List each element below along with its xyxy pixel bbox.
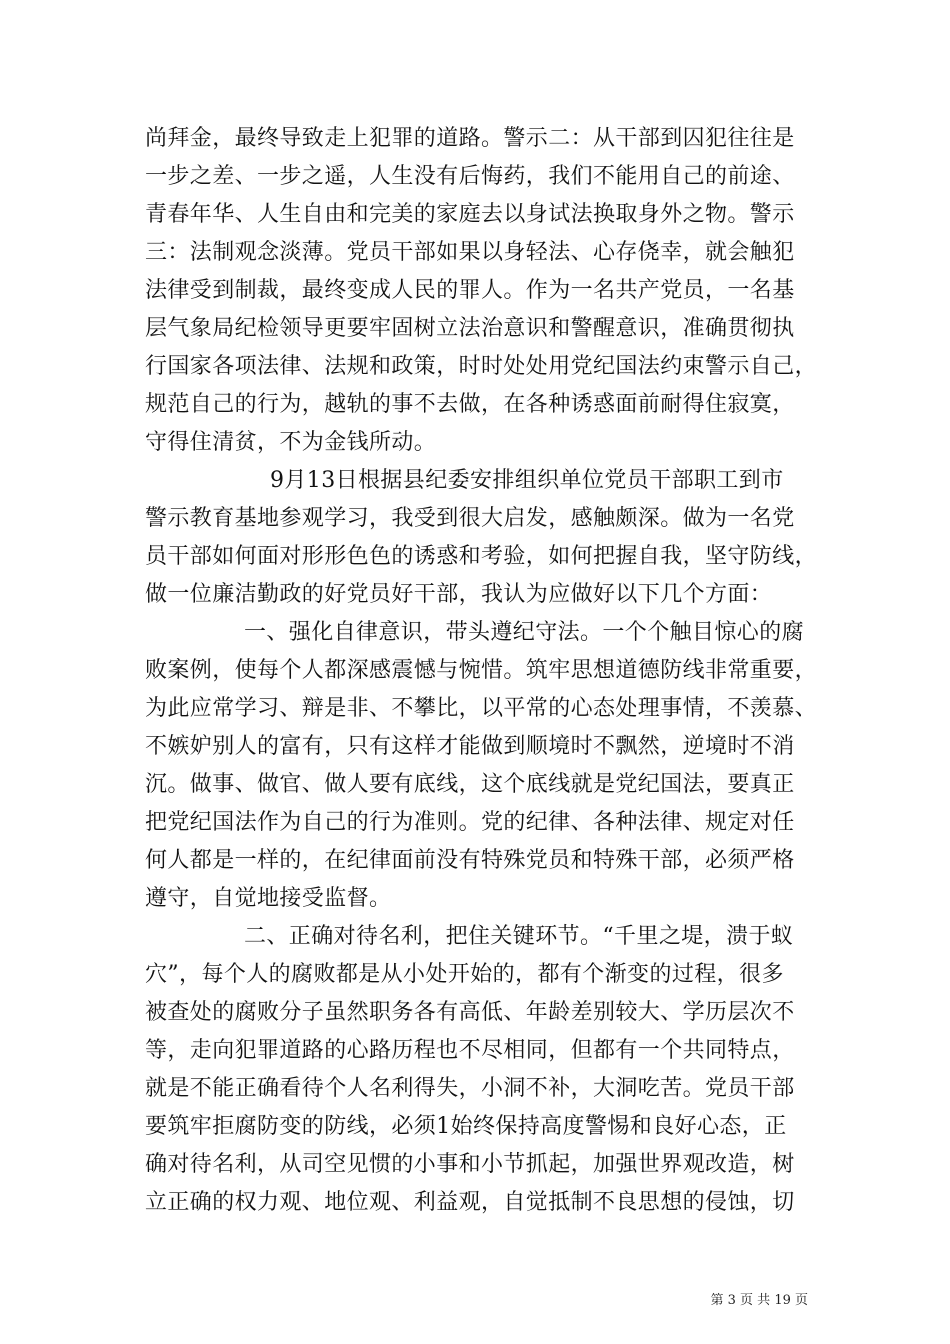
text-line: 为此应常学习、辩是非、不攀比，以平常的心态处理事情，不羡慕、: [145, 696, 818, 721]
text-line: 规范自己的行为，越轨的事不去做，在各种诱惑面前耐得住寂寞，: [145, 392, 795, 417]
paragraph-first-line: 一、强化自律意识，带头遵纪守法。一个个触目惊心的腐: [244, 620, 805, 645]
text-line: 穴”，每个人的腐败都是从小处开始的，都有个渐变的过程，很多: [145, 962, 784, 987]
text-line: 青春年华、人生自由和完美的家庭去以身试法换取身外之物。警示: [145, 202, 795, 227]
paragraph-first-line: 9月13日根据县纪委安排组织单位党员干部职工到市: [270, 468, 784, 493]
text-line: 行国家各项法律、法规和政策，时时处处用党纪国法约束警示自己，: [145, 354, 818, 379]
text-line: 层气象局纪检领导更要牢固树立法治意识和警醒意识，准确贯彻执: [145, 316, 795, 341]
text-line: 不嫉妒别人的富有，只有这样才能做到顺境时不飘然，逆境时不消: [145, 734, 795, 759]
text-line: 何人都是一样的，在纪律面前没有特殊党员和特殊干部，必须严格: [145, 848, 795, 873]
paragraph-first-line: 二、正确对待名利，把住关键环节。“千里之堤，溃于蚁: [244, 924, 794, 949]
text-line: 做一位廉洁勤政的好党员好干部，我认为应做好以下几个方面：: [145, 582, 773, 607]
text-line: 败案例，使每个人都深感震憾与惋惜。筑牢思想道德防线非常重要，: [145, 658, 818, 683]
page-number-footer: 第 3 页 共 19 页: [710, 1293, 808, 1308]
text-line: 把党纪国法作为自己的行为准则。党的纪律、各种法律、规定对任: [145, 810, 795, 835]
text-line: 三：法制观念淡薄。党员干部如果以身轻法、心存侥幸，就会触犯: [145, 240, 795, 265]
text-line: 沉。做事、做官、做人要有底线，这个底线就是党纪国法，要真正: [145, 772, 795, 797]
text-line: 尚拜金，最终导致走上犯罪的道路。警示二：从干部到囚犯往往是: [145, 126, 795, 151]
text-line: 警示教育基地参观学习，我受到很大启发，感触颇深。做为一名党: [145, 506, 795, 531]
text-line: 法律受到制裁，最终变成人民的罪人。作为一名共产党员，一名基: [145, 278, 795, 303]
text-line: 员干部如何面对形形色色的诱惑和考验，如何把握自我，坚守防线，: [145, 544, 818, 569]
text-line: 遵守，自觉地接受监督。: [145, 886, 392, 911]
text-line: 立正确的权力观、地位观、利益观，自觉抵制不良思想的侵蚀，切: [145, 1190, 795, 1215]
text-line: 就是不能正确看待个人名利得失，小洞不补，大洞吃苦。党员干部: [145, 1076, 795, 1101]
text-line: 确对待名利，从司空见惯的小事和小节抓起，加强世界观改造，树: [145, 1152, 795, 1177]
text-line: 一步之差、一步之遥，人生没有后悔药，我们不能用自己的前途、: [145, 164, 795, 189]
text-line: 要筑牢拒腐防变的防线，必须1始终保持高度警惕和良好心态，正: [145, 1114, 787, 1139]
text-line: 被查处的腐败分子虽然职务各有高低、年龄差别较大、学历层次不: [145, 1000, 795, 1025]
text-line: 等，走向犯罪道路的心路历程也不尽相同，但都有一个共同特点，: [145, 1038, 795, 1063]
text-line: 守得住清贫，不为金钱所动。: [145, 430, 437, 455]
